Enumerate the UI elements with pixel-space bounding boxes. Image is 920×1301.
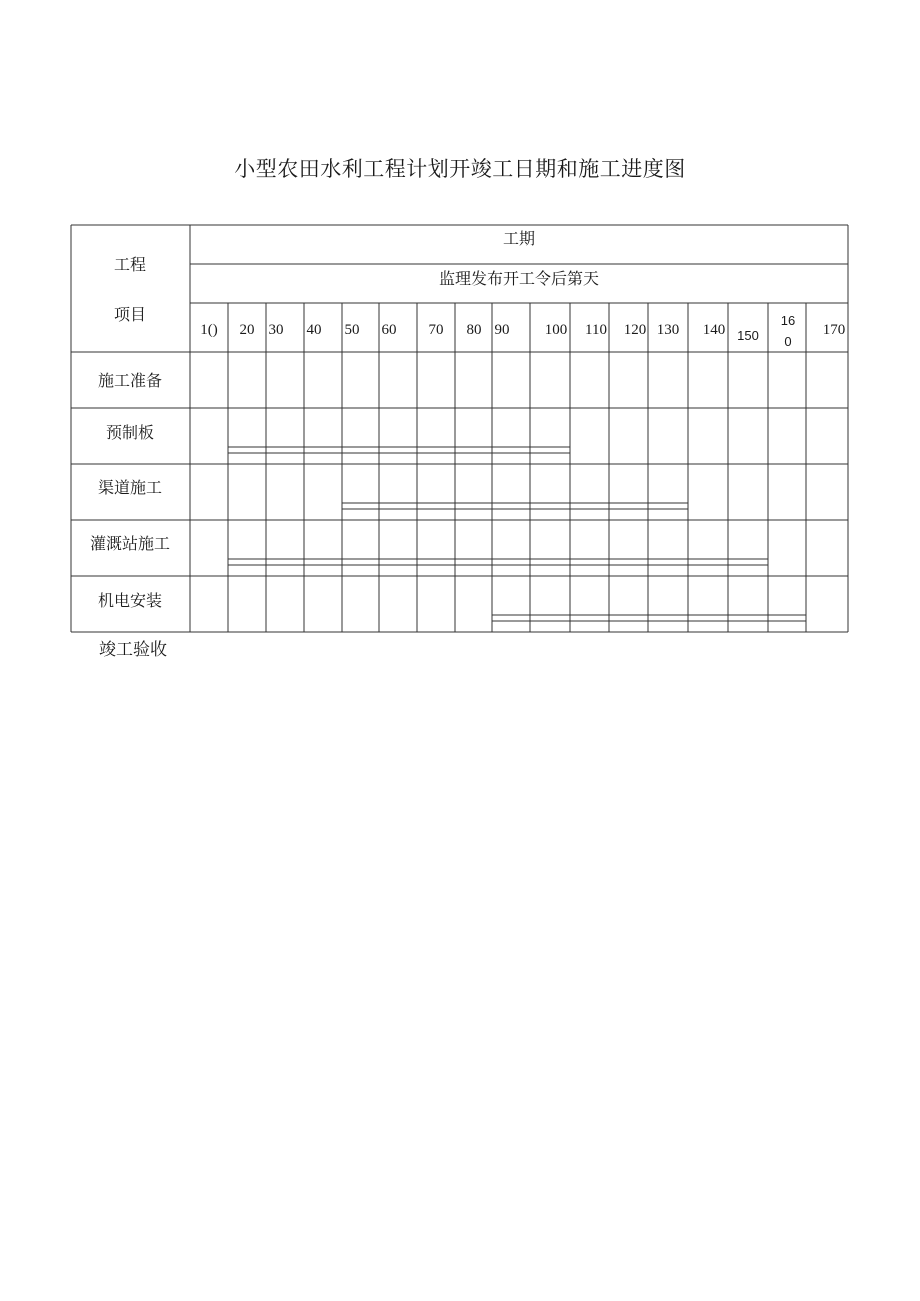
column-label: 90 bbox=[494, 322, 510, 338]
column-label: 30 bbox=[268, 322, 284, 338]
column-label: 150 bbox=[737, 328, 759, 343]
column-label: 20 bbox=[239, 322, 255, 338]
progress-bar bbox=[492, 615, 806, 621]
progress-bar bbox=[342, 503, 688, 509]
row-label: 灌溉站施工 bbox=[89, 534, 171, 553]
column-label: 170 bbox=[822, 322, 846, 338]
column-label: 60 bbox=[381, 322, 397, 338]
column-label: 70 bbox=[428, 322, 444, 338]
header-period: 工期 bbox=[502, 229, 536, 248]
column-label: 1() bbox=[200, 322, 218, 338]
header-item-top: 工程 bbox=[113, 255, 147, 274]
header-subtitle: 监理发布开工令后第天 bbox=[438, 269, 600, 288]
column-label: 110 bbox=[585, 322, 607, 338]
footnote-completion: 竣工验收 bbox=[99, 640, 167, 660]
column-label: 100 bbox=[544, 322, 568, 338]
column-label: 80 bbox=[466, 322, 482, 338]
page-title: 小型农田水利工程计划开竣工日期和施工进度图 bbox=[234, 157, 686, 181]
row-label: 渠道施工 bbox=[97, 478, 163, 497]
column-label: 130 bbox=[656, 322, 680, 338]
row-label: 施工准备 bbox=[97, 371, 163, 390]
column-label: 16 0 bbox=[780, 313, 796, 349]
row-label: 机电安装 bbox=[97, 591, 163, 610]
column-label: 50 bbox=[344, 322, 360, 338]
header-item-bottom: 项目 bbox=[113, 305, 147, 324]
column-label: 120 bbox=[623, 322, 647, 338]
progress-bar bbox=[228, 559, 768, 565]
column-label: 140 bbox=[702, 322, 726, 338]
row-label: 预制板 bbox=[105, 423, 155, 442]
column-label: 40 bbox=[306, 322, 322, 338]
progress-bar bbox=[228, 447, 570, 453]
